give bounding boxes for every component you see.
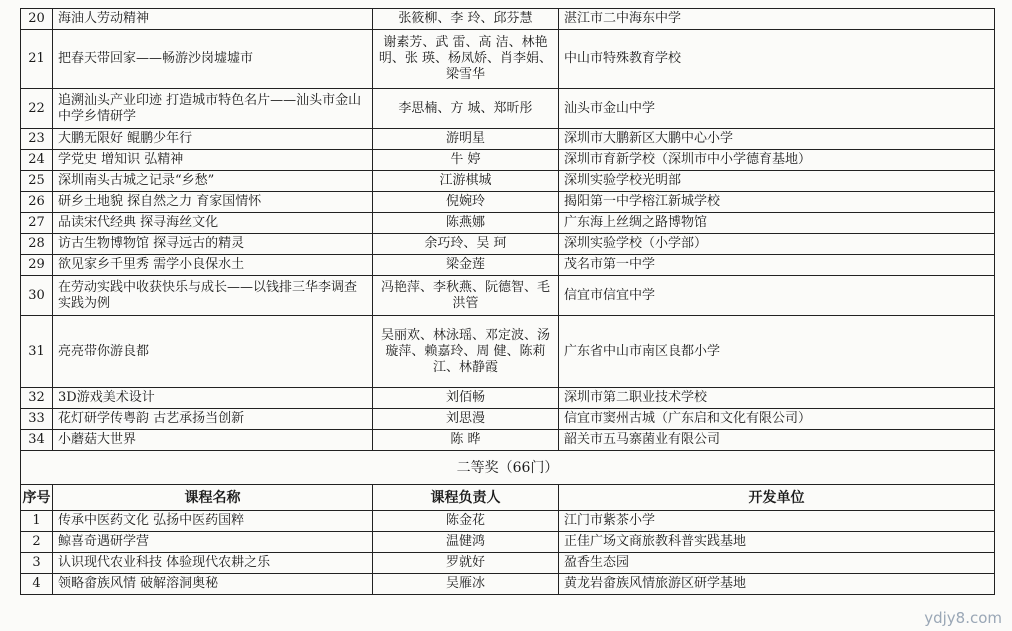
course-name: 亮亮带你游良都 [53,316,373,388]
course-leader: 陈燕娜 [373,213,559,234]
table-row [21,9,995,30]
row-number: 4 [21,574,53,595]
row-number: 30 [21,276,53,316]
course-name: 访古生物博物馆 探寻远古的精灵 [53,234,373,255]
course-name: 传承中医药文化 弘扬中医药国粹 [53,511,373,532]
row-number: 3 [21,553,53,574]
row-number: 34 [21,430,53,451]
row-number: 33 [21,409,53,430]
row-number: 23 [21,129,53,150]
course-leader: 江游棋城 [373,171,559,192]
course-name: 海油人劳动精神 [53,9,373,30]
developer-unit: 中山市特殊教育学校 [559,30,995,89]
course-leader: 吴雁冰 [373,574,559,595]
course-name: 学党史 增知识 弘精神 [53,150,373,171]
table-row [21,553,995,574]
course-leader: 刘思漫 [373,409,559,430]
course-leader: 李思楠、方 城、郑昕彤 [373,89,559,129]
developer-unit: 盈香生态园 [559,553,995,574]
row-number: 28 [21,234,53,255]
table-row [21,213,995,234]
table-row [21,316,995,388]
row-number: 29 [21,255,53,276]
row-number: 26 [21,192,53,213]
course-leader: 游明星 [373,129,559,150]
developer-unit: 揭阳第一中学榕江新城学校 [559,192,995,213]
developer-unit: 广东海上丝绸之路博物馆 [559,213,995,234]
table-row [21,192,995,213]
developer-unit: 深圳市育新学校（深圳市中小学德育基地） [559,150,995,171]
course-leader: 冯艳萍、李秋燕、阮德智、毛洪管 [373,276,559,316]
developer-unit: 韶关市五马寨菌业有限公司 [559,430,995,451]
row-number: 31 [21,316,53,388]
award-table [20,8,995,595]
row-number: 24 [21,150,53,171]
row-number: 27 [21,213,53,234]
course-leader: 陈 晔 [373,430,559,451]
developer-unit: 信宜市窦州古城（广东启和文化有限公司） [559,409,995,430]
developer-unit: 正佳广场文商旅教科普实践基地 [559,532,995,553]
table-row [21,532,995,553]
row-number: 20 [21,9,53,30]
course-name: 小蘑菇大世界 [53,430,373,451]
table-row [21,388,995,409]
developer-unit: 信宜市信宜中学 [559,276,995,316]
table-row [21,574,995,595]
course-name: 领略畲族风情 破解溶洞奥秘 [53,574,373,595]
developer-unit: 广东省中山市南区良都小学 [559,316,995,388]
course-name: 鲸喜奇遇研学营 [53,532,373,553]
developer-unit: 黄龙岩畲族风情旅游区研学基地 [559,574,995,595]
header-developer-unit: 开发单位 [559,485,995,511]
course-name: 深圳南头古城之记录“乡愁” [53,171,373,192]
course-name: 研乡土地貌 探自然之力 育家国情怀 [53,192,373,213]
table-row [21,171,995,192]
course-leader: 倪婉玲 [373,192,559,213]
table-row [21,511,995,532]
course-leader: 温健鸿 [373,532,559,553]
row-number: 25 [21,171,53,192]
developer-unit: 深圳实验学校（小学部） [559,234,995,255]
table-row [21,409,995,430]
course-leader: 刘佰畅 [373,388,559,409]
table-row [21,89,995,129]
course-name: 追溯汕头产业印迹 打造城市特色名片——汕头市金山中学乡情研学 [53,89,373,129]
course-leader: 余巧玲、吴 珂 [373,234,559,255]
row-number: 22 [21,89,53,129]
course-leader: 谢素芳、武 雷、高 洁、林艳明、张 瑛、杨凤娇、肖李娟、梁雪华 [373,30,559,89]
row-number: 1 [21,511,53,532]
header-row [21,485,995,511]
developer-unit: 江门市紫茶小学 [559,511,995,532]
course-leader: 牛 婷 [373,150,559,171]
table-row [21,30,995,89]
course-name: 欲见家乡千里秀 需学小良保水土 [53,255,373,276]
table-row [21,129,995,150]
course-name: 大鹏无限好 鲲鹏少年行 [53,129,373,150]
header-course-name: 课程名称 [53,485,373,511]
table-row [21,150,995,171]
course-name: 认识现代农业科技 体验现代农耕之乐 [53,553,373,574]
course-leader: 罗就好 [373,553,559,574]
course-name: 把春天带回家——畅游沙岗墟墟市 [53,30,373,89]
course-name: 花灯研学传粤韵 古艺承扬当创新 [53,409,373,430]
developer-unit: 湛江市二中海东中学 [559,9,995,30]
course-leader: 吴丽欢、林泳瑶、邓定波、汤璇萍、赖嘉玲、周 健、陈莉江、林静霞 [373,316,559,388]
header-course-leader: 课程负责人 [373,485,559,511]
row-number: 2 [21,532,53,553]
table-row [21,276,995,316]
table-row [21,255,995,276]
course-name: 3D游戏美术设计 [53,388,373,409]
developer-unit: 深圳市第二职业技术学校 [559,388,995,409]
row-number: 21 [21,30,53,89]
developer-unit: 深圳市大鹏新区大鹏中心小学 [559,129,995,150]
course-leader: 张筱柳、李 玲、邱芬慧 [373,9,559,30]
developer-unit: 深圳实验学校光明部 [559,171,995,192]
watermark: ydjy8.com [924,609,1002,627]
table-row [21,234,995,255]
section-row [21,451,995,485]
developer-unit: 汕头市金山中学 [559,89,995,129]
developer-unit: 茂名市第一中学 [559,255,995,276]
table-row [21,430,995,451]
course-leader: 陈金花 [373,511,559,532]
course-leader: 梁金莲 [373,255,559,276]
row-number: 32 [21,388,53,409]
course-name: 在劳动实践中收获快乐与成长——以钱排三华李调查实践为例 [53,276,373,316]
header-no: 序号 [21,485,53,511]
section-title: 二等奖（66门） [21,451,995,485]
course-name: 品读宋代经典 探寻海丝文化 [53,213,373,234]
